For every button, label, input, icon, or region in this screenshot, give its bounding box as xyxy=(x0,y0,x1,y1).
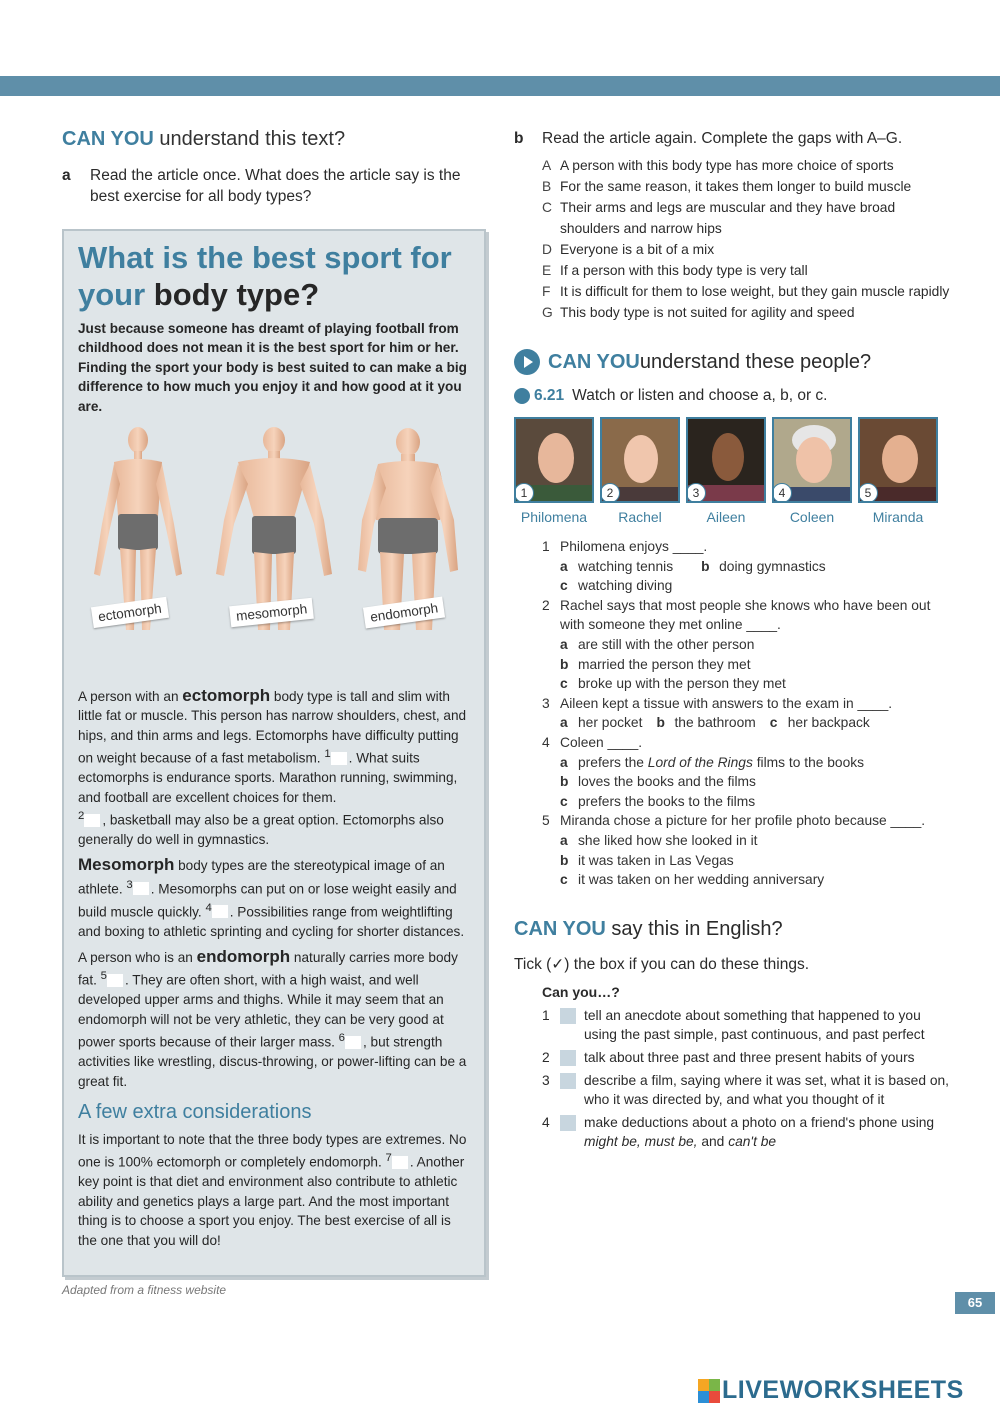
paragraph-endomorph: A person who is an endomorph naturally carries more body fat. $^5$ . They are often short, with a high waist, and well developed upper arms and thighs. While it may seem that an endomorph will not be very athletic, they can be very good at power sports because of their larger mass. $^6$ , but strength activities like wrestling, discus-throwing, or power-lifting can be a great fit. xyxy=(78,947,467,1089)
answer-option[interactable]: c it was taken on her wedding anniversary xyxy=(560,872,825,888)
section-heading-text: CAN YOU understand this text? xyxy=(62,128,346,150)
gap-input-6[interactable] xyxy=(345,1036,361,1049)
answer-option[interactable]: a she liked how she looked in it xyxy=(560,832,758,848)
people-photos xyxy=(514,417,954,525)
gap-number: 6 xyxy=(338,1032,345,1045)
answer-option[interactable]: b it was taken in Las Vegas xyxy=(560,852,734,868)
answer-option[interactable]: c prefers the books to the films xyxy=(560,793,756,809)
play-icon[interactable] xyxy=(514,349,540,375)
ectomorph-figure xyxy=(94,427,182,630)
section-heading-people: CAN YOU understand these people? xyxy=(514,349,954,375)
checkbox[interactable] xyxy=(560,1115,576,1131)
question-5: 5 Miranda chose a picture for her profile photo because ____. xyxy=(542,813,926,829)
gap-input-4[interactable] xyxy=(212,905,228,918)
gap-number: 7 xyxy=(385,1152,392,1165)
questions-list xyxy=(542,537,954,890)
option-item: F It is difficult for them to lose weight, but they gain muscle rapidly xyxy=(542,284,950,299)
checkbox[interactable] xyxy=(560,1008,576,1024)
liveworksheets-logo-icon xyxy=(698,1379,720,1403)
gap-input-5[interactable] xyxy=(107,974,123,987)
question-3: 3 Aileen kept a tissue with answers to the exam in ____. xyxy=(542,695,893,711)
checkbox[interactable] xyxy=(560,1073,576,1089)
option-item: E If a person with this body type is very tall xyxy=(542,263,808,278)
checklist-item: 1 tell an anecdote about something that happened to you using the past simple, past continuous, and past perfect xyxy=(542,1007,925,1042)
option-item: G This body type is not suited for agility and speed xyxy=(542,305,855,320)
mesomorph-figure xyxy=(216,427,332,630)
gap-number: 3 xyxy=(126,878,133,891)
option-item: A A person with this body type has more choice of sports xyxy=(542,158,894,173)
source-credit: Adapted from a fitness website xyxy=(62,1283,227,1297)
gap-number: 4 xyxy=(205,901,212,914)
answer-option[interactable]: a her pocket b the bathroom c her backpack xyxy=(560,715,870,731)
answer-option[interactable]: b loves the books and the films xyxy=(560,774,756,790)
label-endomorph: endomorph xyxy=(363,597,445,629)
task-a: a Read the article once. What does the article say is the best exercise for all body types? xyxy=(62,167,461,205)
page-number: 65 xyxy=(955,1292,995,1314)
checklist xyxy=(542,1006,954,1151)
audio-instruction: 6.21 Watch or listen and choose a, b, or c. xyxy=(514,387,954,405)
answer-option[interactable]: a watching tennis b doing gymnastics xyxy=(560,558,826,574)
checklist-item: 3 describe a film, saying where it was set, what it is based on, who it was directed by, and what you thought of it xyxy=(542,1072,950,1107)
left-column xyxy=(62,128,490,1277)
question-4: 4 Coleen ____. xyxy=(542,734,643,750)
checklist-item: 4 make deductions about a photo on a friend's phone using might be, must be, and can't be xyxy=(542,1114,935,1149)
brand-footer xyxy=(698,1376,964,1405)
section-heading-say: CAN YOU say this in English? xyxy=(514,917,783,940)
paragraph-ectomorph: A person with an ectomorph body type is tall and slim with little fat or muscle. This person has narrow shoulders, chest, and hips, and thin arms and legs. Ectomorphs have difficulty putting on weight because of a fast metabolism. $^1$ . What suits ectomorphs is endurance sports. Marathon running, swimming, and football are excellent choices for them. $^2$ , basketball may also be a great option. Ectomorphs also generally do well in gymnastics. xyxy=(78,686,467,847)
person-card: 3 Aileen xyxy=(686,417,766,525)
speaker-icon[interactable] xyxy=(514,388,530,404)
gap-number: 5 xyxy=(100,970,107,983)
article-intro: Just because someone has dreamt of playing football from childhood does not mean it is the best sport for him or her. Finding the sport your body is best suited to can make a big difference to how much you enjoy it and how good at it you are. xyxy=(78,321,467,414)
header-bar xyxy=(0,76,1000,96)
person-photo: 3 xyxy=(686,417,766,503)
task-b: b Read the article again. Complete the gaps with A–G. xyxy=(514,130,903,147)
article-title: What is the best sport for your body type? xyxy=(78,240,452,312)
body-figures-illustration xyxy=(78,424,474,680)
gap-number: 1 xyxy=(324,748,331,761)
option-item: C Their arms and legs are muscular and they have broad shoulders and narrow hips xyxy=(542,200,896,236)
can-you-label: Can you…? xyxy=(542,983,620,1000)
person-card: 1 Philomena xyxy=(514,417,594,525)
body-type-figures xyxy=(78,424,472,680)
person-photo: 4 xyxy=(772,417,852,503)
gap-input-1[interactable] xyxy=(331,752,347,765)
person-card: 4 Coleen xyxy=(772,417,852,525)
person-photo: 1 xyxy=(514,417,594,503)
label-mesomorph: mesomorph xyxy=(229,598,314,628)
options-list xyxy=(542,155,954,323)
gap-input-3[interactable] xyxy=(133,882,149,895)
answer-option[interactable]: c broke up with the person they met xyxy=(560,676,786,692)
paragraph-considerations: It is important to note that the three body types are extremes. No one is 100% ectomorph or completely endomorph. $^7$ . Another key point is that diet and environment also contribute to athletic ability and genetics plays a large part. And the most important thing is to choose a sport you enjoy. The best exercise of all is the one that you will do! xyxy=(78,1131,467,1248)
gap-input-7[interactable] xyxy=(392,1156,408,1169)
right-column xyxy=(514,128,954,1155)
article-box xyxy=(62,229,486,1277)
checklist-item: 2 talk about three past and three present habits of yours xyxy=(542,1049,915,1065)
answer-option[interactable]: a are still with the other person xyxy=(560,636,755,652)
person-card: 5 Miranda xyxy=(858,417,938,525)
gap-number: 2 xyxy=(78,810,85,822)
gap-input-2[interactable] xyxy=(84,814,100,827)
article-subheading: A few extra considerations xyxy=(78,1100,312,1123)
answer-option[interactable]: b married the person they met xyxy=(560,656,751,672)
person-photo: 2 xyxy=(600,417,680,503)
person-photo: 5 xyxy=(858,417,938,503)
checkbox[interactable] xyxy=(560,1050,576,1066)
tick-instruction: Tick (✓) the box if you can do these things. xyxy=(514,955,809,973)
paragraph-mesomorph: Mesomorph body types are the stereotypical image of an athlete. $^3$ . Mesomorphs can put on or lose weight easily and build muscle quickly. $^4$ . Possibilities range from weightlifting and boxing to athletic sprinting and cycling for shorter distances. xyxy=(78,855,465,939)
person-card: 2 Rachel xyxy=(600,417,680,525)
answer-option[interactable]: c watching diving xyxy=(560,578,673,594)
brand-name: LIVEWORKSHEETS xyxy=(722,1376,964,1404)
question-2: 2 Rachel says that most people she knows who have been out with someone they met online ____. xyxy=(542,597,931,633)
option-item: B For the same reason, it takes them longer to build muscle xyxy=(542,179,912,194)
answer-option[interactable]: a prefers the Lord of the Rings films to the books xyxy=(560,754,865,770)
option-item: D Everyone is a bit of a mix xyxy=(542,242,715,257)
question-1: 1 Philomena enjoys ____. xyxy=(542,539,708,554)
label-ectomorph: ectomorph xyxy=(91,597,169,628)
